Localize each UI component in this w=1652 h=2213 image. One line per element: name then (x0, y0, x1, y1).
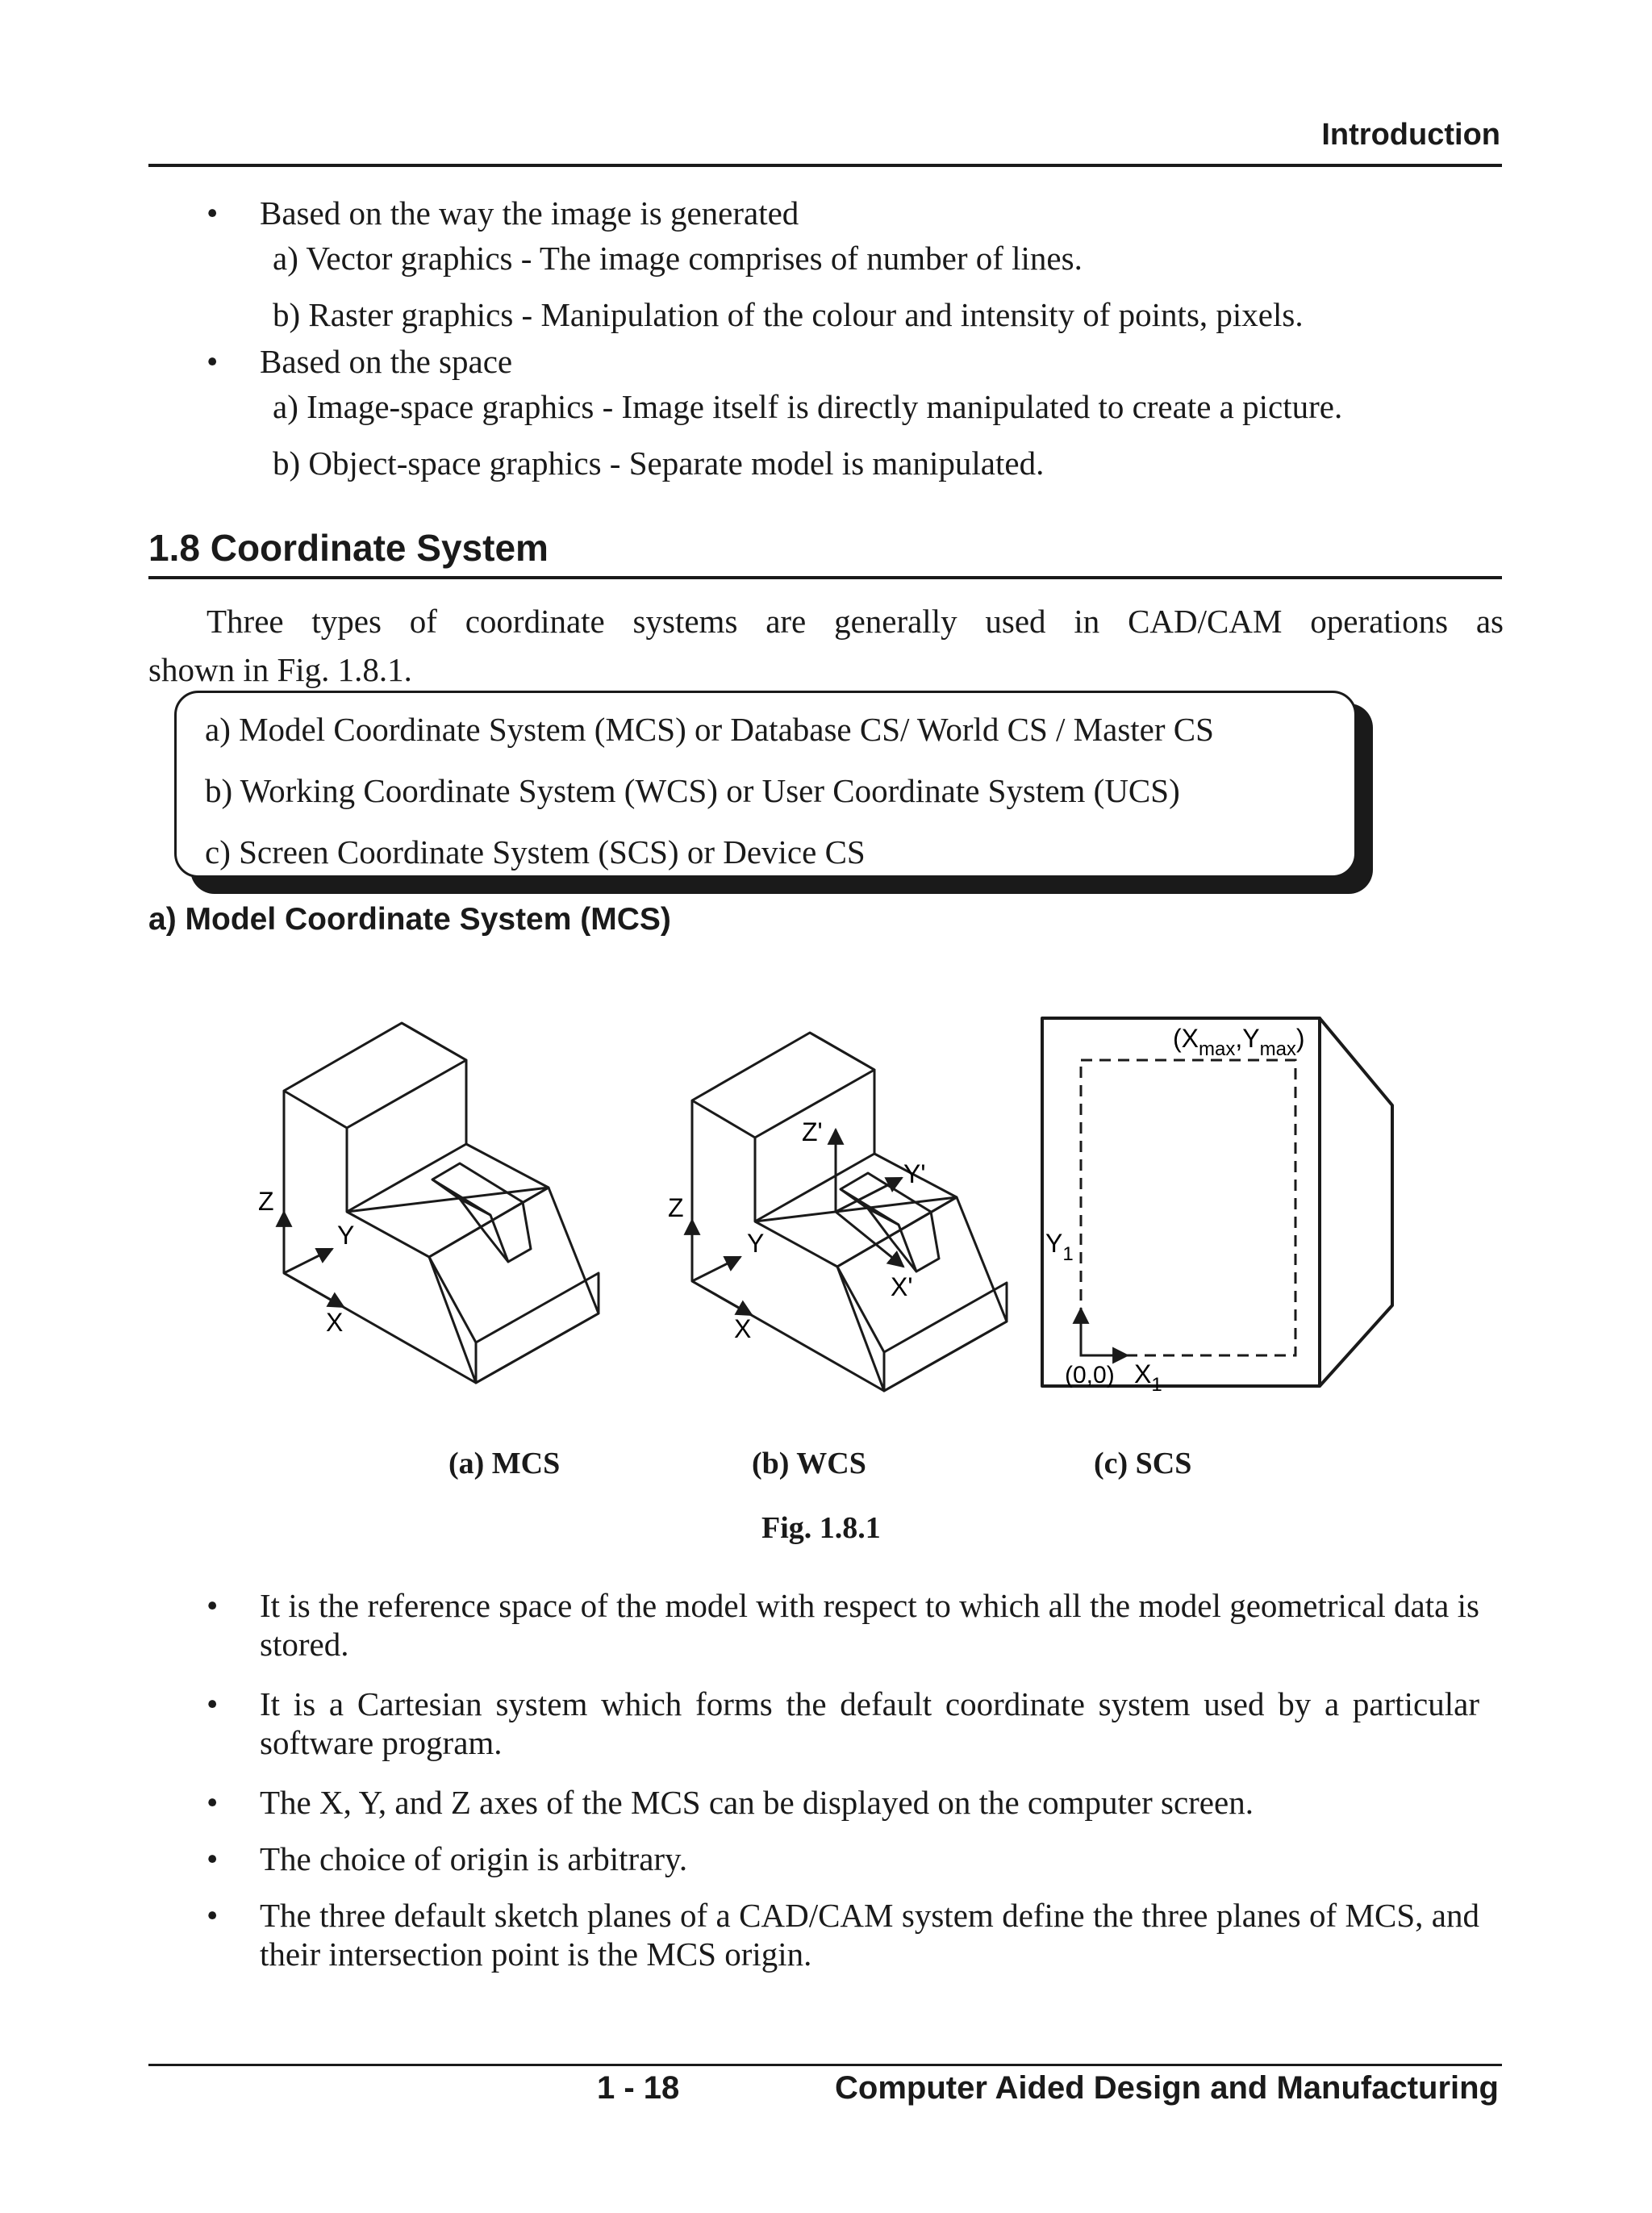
bullet-icon: • (206, 1840, 219, 1877)
scs-viewport (1081, 1060, 1295, 1355)
scs-axes (1081, 1309, 1128, 1355)
sub-item: a) Image-space graphics - Image itself is directly manipulated to create a picture. (273, 388, 1343, 425)
wcs-y-label: Y (747, 1229, 765, 1258)
wcs-z-label: Z (668, 1193, 684, 1222)
section-heading: 1.8 Coordinate System (148, 527, 549, 569)
figure-label: Fig. 1.8.1 (761, 1511, 881, 1545)
list-item-text: The X, Y, and Z axes of the MCS can be displayed on the computer screen. (260, 1784, 1254, 1821)
footer-rule (148, 2064, 1502, 2066)
wcs-x-label: X (734, 1314, 752, 1343)
mcs-y-label: Y (337, 1221, 355, 1250)
sub-item: b) Object-space graphics - Separate model is manipulated. (273, 445, 1045, 482)
bullet-icon: • (206, 343, 219, 380)
figure-caption-scs: (c) SCS (1094, 1447, 1192, 1480)
mcs-axes (284, 1212, 344, 1307)
mcs-x-label: X (326, 1308, 344, 1337)
list-item-text: The three default sketch planes of a CAD/CAM system define the three planes of MCS, and their intersection point is the MCS origin. (260, 1897, 1479, 1973)
scs-x1-label: $X_1$ (1134, 1359, 1162, 1396)
list-item-text: Based on the space (260, 343, 513, 380)
wcs-z-prime-label: Z' (802, 1117, 823, 1146)
figure-caption-mcs: (a) MCS (448, 1447, 561, 1480)
figure-caption-wcs: (b) WCS (752, 1447, 866, 1480)
box-item: b) Working Coordinate System (WCS) or User Coordinate System (UCS) (205, 772, 1180, 809)
list-item-text: It is a Cartesian system which forms the default coordinate system used by a particular software program. (260, 1685, 1479, 1761)
wcs-y-prime-label: Y' (903, 1159, 926, 1188)
box-item: a) Model Coordinate System (MCS) or Database CS/ World CS / Master CS (205, 711, 1214, 748)
section-rule (148, 576, 1502, 579)
sub-item: a) Vector graphics - The image comprises of number of lines. (273, 240, 1083, 277)
wcs-x-prime-label: X' (891, 1272, 913, 1301)
bullet-icon: • (206, 194, 219, 232)
list-item-text: It is the reference space of the model with respect to which all the model geometrical data is stored. (260, 1587, 1479, 1663)
running-title: Introduction (1321, 118, 1500, 152)
page-number: 1 - 18 (597, 2070, 680, 2106)
scs-origin-label: (0,0) (1065, 1362, 1115, 1388)
list-item-text: The choice of origin is arbitrary. (260, 1840, 688, 1877)
list-item-text: Based on the way the image is generated (260, 194, 799, 232)
book-title: Computer Aided Design and Manufacturing (835, 2070, 1499, 2106)
paragraph-line: shown in Fig. 1.8.1. (148, 651, 412, 688)
bullet-icon: • (206, 1784, 219, 1821)
scs-y1-label: $Y_1$ (1045, 1229, 1074, 1265)
scs-max-label: $(X_{max},Y_{max})$ (1173, 1024, 1305, 1060)
box-item: c) Screen Coordinate System (SCS) or Device CS (205, 833, 866, 871)
sub-item: b) Raster graphics - Manipulation of the colour and intensity of points, pixels. (273, 296, 1304, 333)
wcs-prime-axes (836, 1129, 903, 1267)
bullet-icon: • (206, 1587, 219, 1624)
wcs-axes (692, 1220, 752, 1315)
bullet-icon: • (206, 1897, 219, 1934)
scs-monitor (1042, 1018, 1392, 1386)
header-rule (148, 164, 1502, 167)
mcs-z-label: Z (258, 1187, 274, 1216)
bullet-icon: • (206, 1685, 219, 1722)
coordinate-systems-figure (242, 992, 1420, 1412)
subsection-heading: a) Model Coordinate System (MCS) (148, 902, 671, 937)
paragraph-line: Three types of coordinate systems are generally used in CAD/CAM operations as (206, 603, 1504, 640)
